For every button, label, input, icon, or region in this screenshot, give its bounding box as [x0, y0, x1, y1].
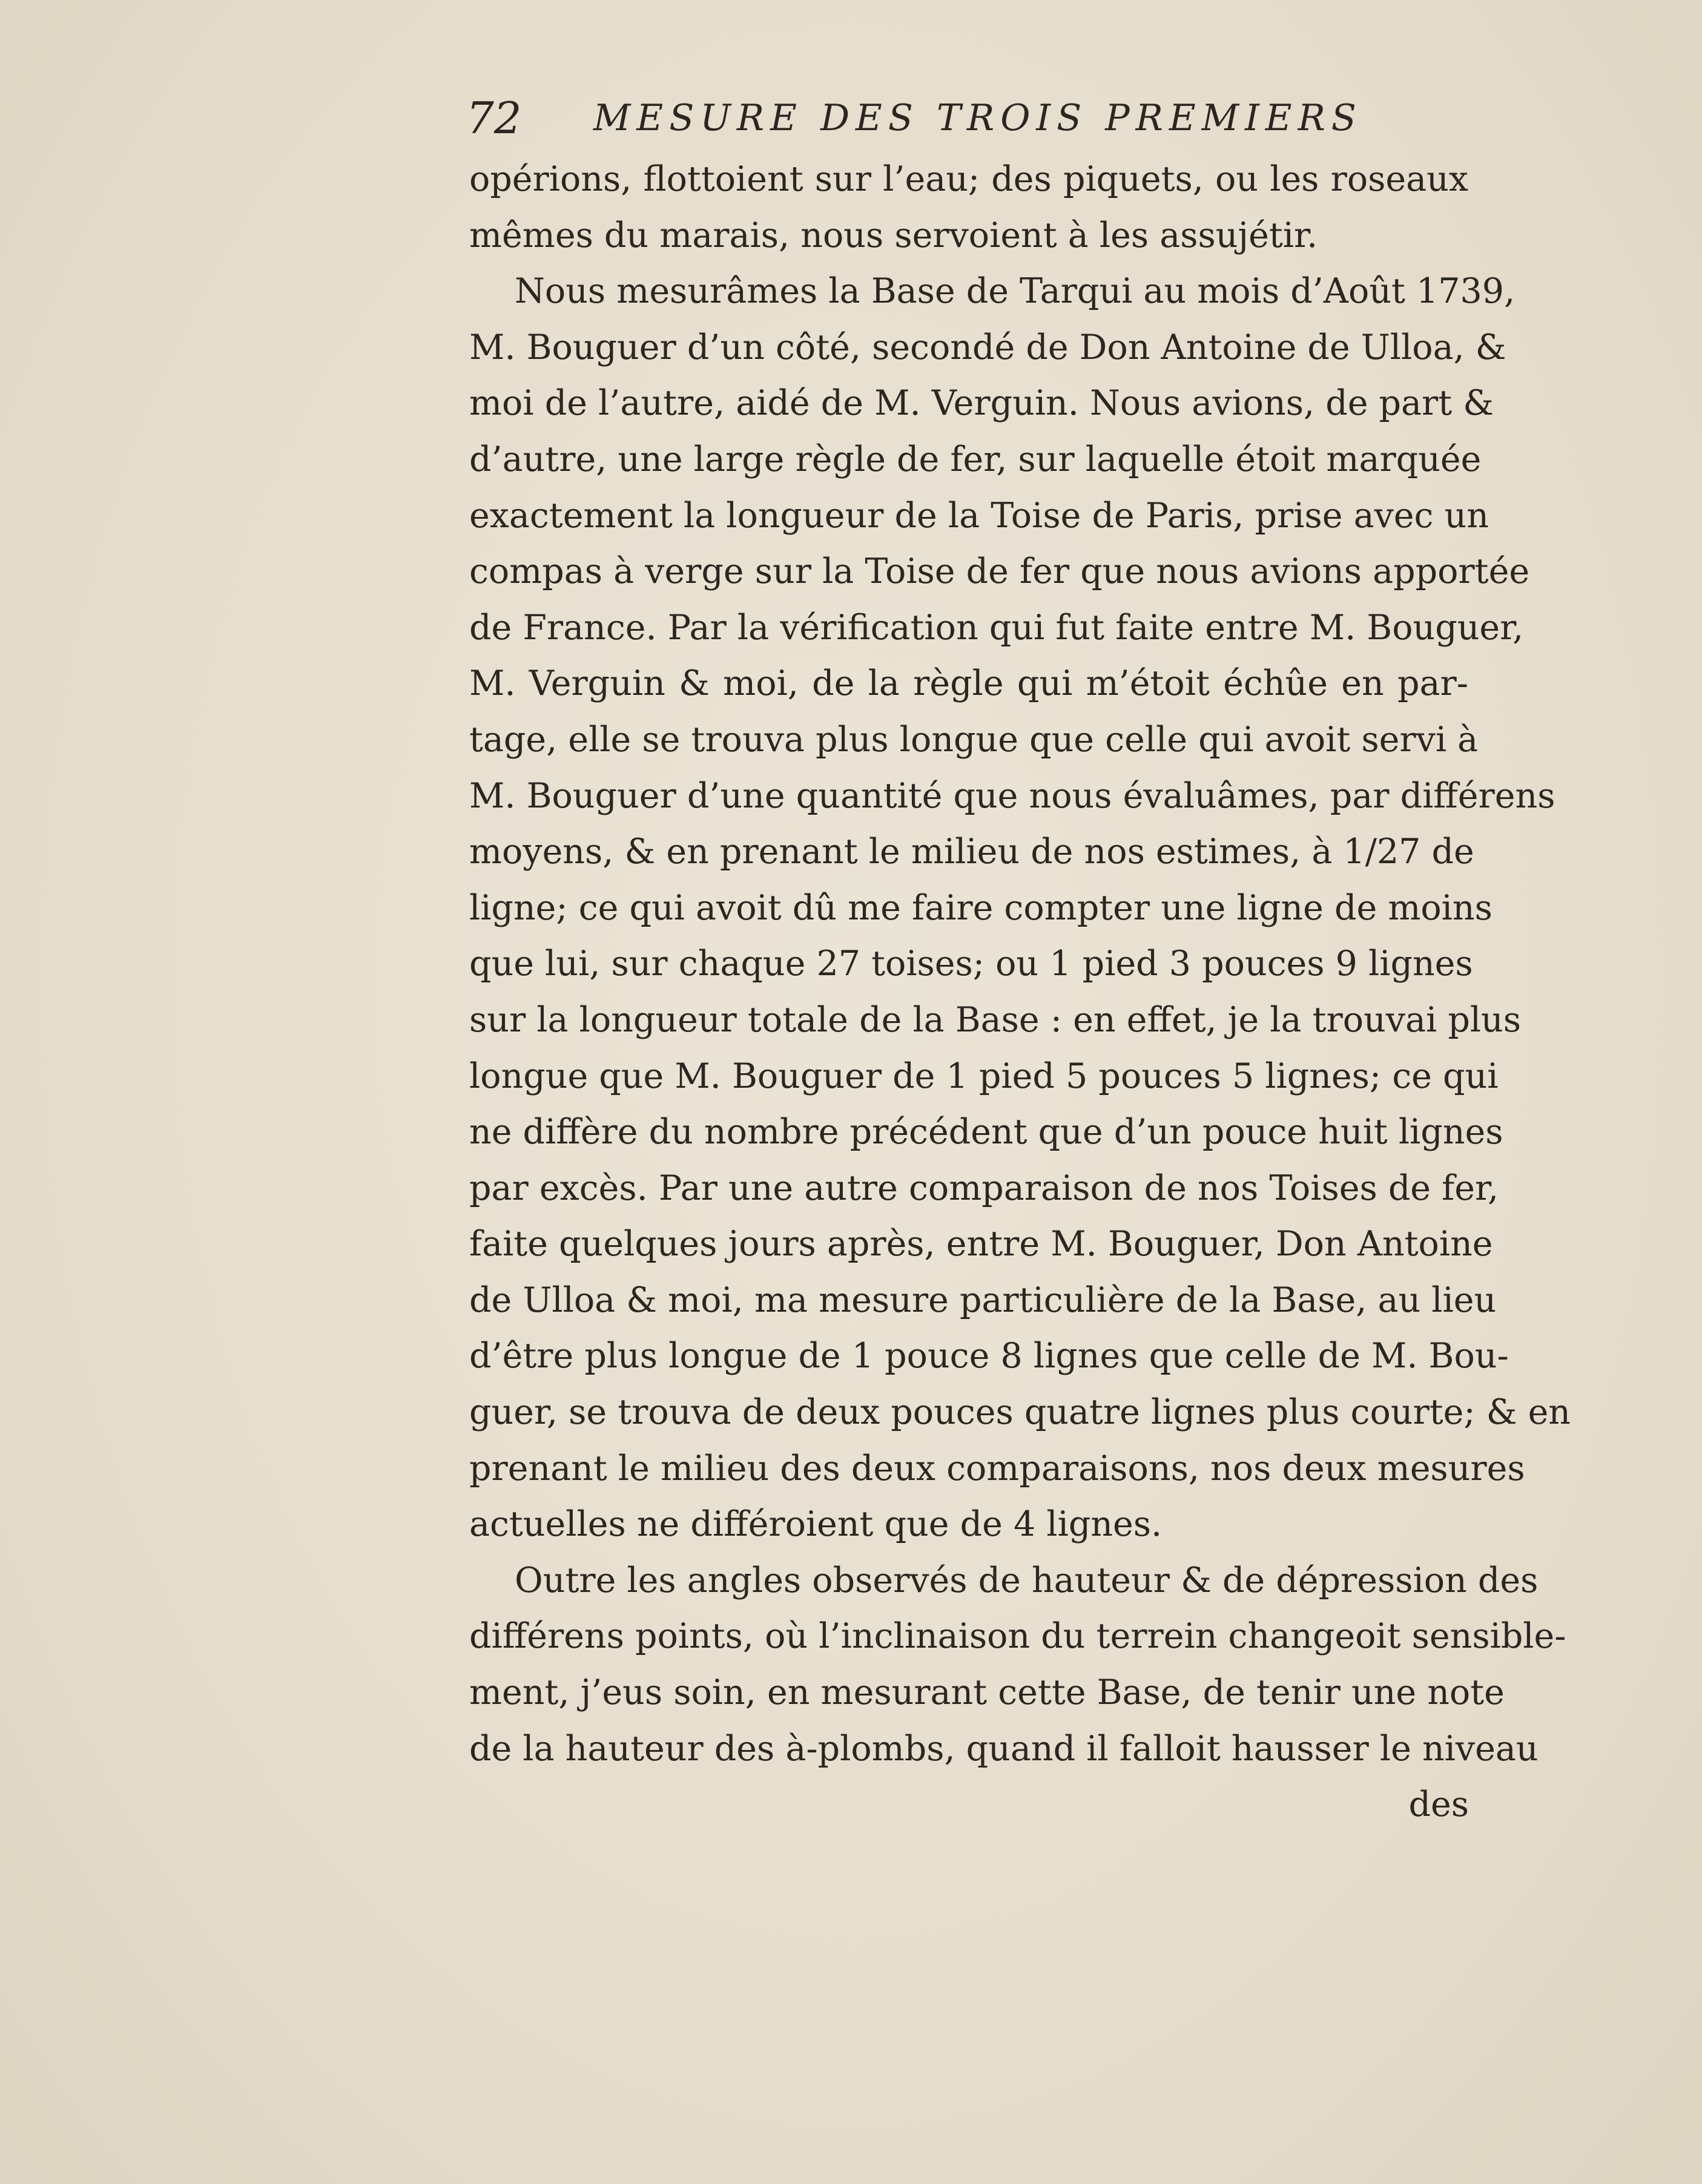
text-line: mêmes du marais, nous servoient à les assujétir.: [469, 215, 1318, 255]
body-text: [469, 151, 1571, 1777]
text-line: d’autre, une large règle de fer, sur laquelle étoit marquée: [469, 439, 1482, 479]
page-number: 72: [466, 93, 522, 143]
text-line: de France. Par la vérification qui fut faite entre M. Bouguer,: [469, 607, 1524, 648]
text-line: M. Bouguer d’un côté, secondé de Don Antoine de Ulloa, &: [469, 327, 1506, 367]
text-line: faite quelques jours après, entre M. Bouguer, Don Antoine: [469, 1224, 1493, 1265]
text-line: que lui, sur chaque 27 toises; ou 1 pied 3 pouces 9 lignes: [469, 944, 1473, 984]
text-line: guer, se trouva de deux pouces quatre lignes plus courte; & en: [469, 1392, 1571, 1433]
text-line: exactement la longueur de la Toise de Paris, prise avec un: [469, 495, 1489, 536]
text-line: compas à verge sur la Toise de fer que nous avions apportée: [469, 551, 1530, 592]
text-line: de la hauteur des à-plombs, quand il falloit hausser le niveau: [469, 1728, 1539, 1769]
text-line: longue que M. Bouguer de 1 pied 5 pouces 5 lignes; ce qui: [469, 1056, 1499, 1096]
text-line: par excès. Par une autre comparaison de nos Toises de fer,: [469, 1168, 1499, 1208]
text-line: Outre les angles observés de hauteur & de dépression des: [515, 1560, 1539, 1600]
text-line: M. Bouguer d’une quantité que nous évaluâmes, par différens: [469, 775, 1555, 816]
text-line: actuelles ne différoient que de 4 lignes.: [469, 1504, 1163, 1545]
text-line: ment, j’eus soin, en mesurant cette Base, de tenir une note: [469, 1673, 1505, 1713]
page-header: [466, 91, 1471, 145]
text-line: ligne; ce qui avoit dû me faire compter une ligne de moins: [469, 887, 1493, 928]
text-line: différens points, où l’inclinaison du terrein changeoit sensible-: [469, 1616, 1566, 1657]
text-line: prenant le milieu des deux comparaisons, nos deux mesures: [469, 1448, 1525, 1488]
text-line: Nous mesurâmes la Base de Tarqui au mois d’Août 1739,: [515, 271, 1516, 312]
text-line: M. Verguin & moi, de la règle qui m’étoit échûe en par-: [469, 663, 1468, 704]
catchword: des: [1408, 1784, 1469, 1824]
text-line: de Ulloa & moi, ma mesure particulière de la Base, au lieu: [469, 1280, 1497, 1320]
text-line: tage, elle se trouva plus longue que celle qui avoit servi à: [469, 719, 1479, 760]
text-line: opérions, flottoient sur l’eau; des piquets, ou les roseaux: [469, 159, 1468, 199]
running-title: MESURE DES TROIS PREMIERS: [593, 97, 1362, 139]
text-line: sur la longueur totale de la Base : en effet, je la trouvai plus: [469, 999, 1521, 1040]
text-line: ne diffère du nombre précédent que d’un pouce huit lignes: [469, 1112, 1503, 1153]
text-line: d’être plus longue de 1 pouce 8 lignes que celle de M. Bou-: [469, 1336, 1509, 1377]
text-line: moi de l’autre, aidé de M. Verguin. Nous avions, de part &: [469, 383, 1494, 424]
text-line: moyens, & en prenant le milieu de nos estimes, à 1/27 de: [469, 832, 1474, 872]
